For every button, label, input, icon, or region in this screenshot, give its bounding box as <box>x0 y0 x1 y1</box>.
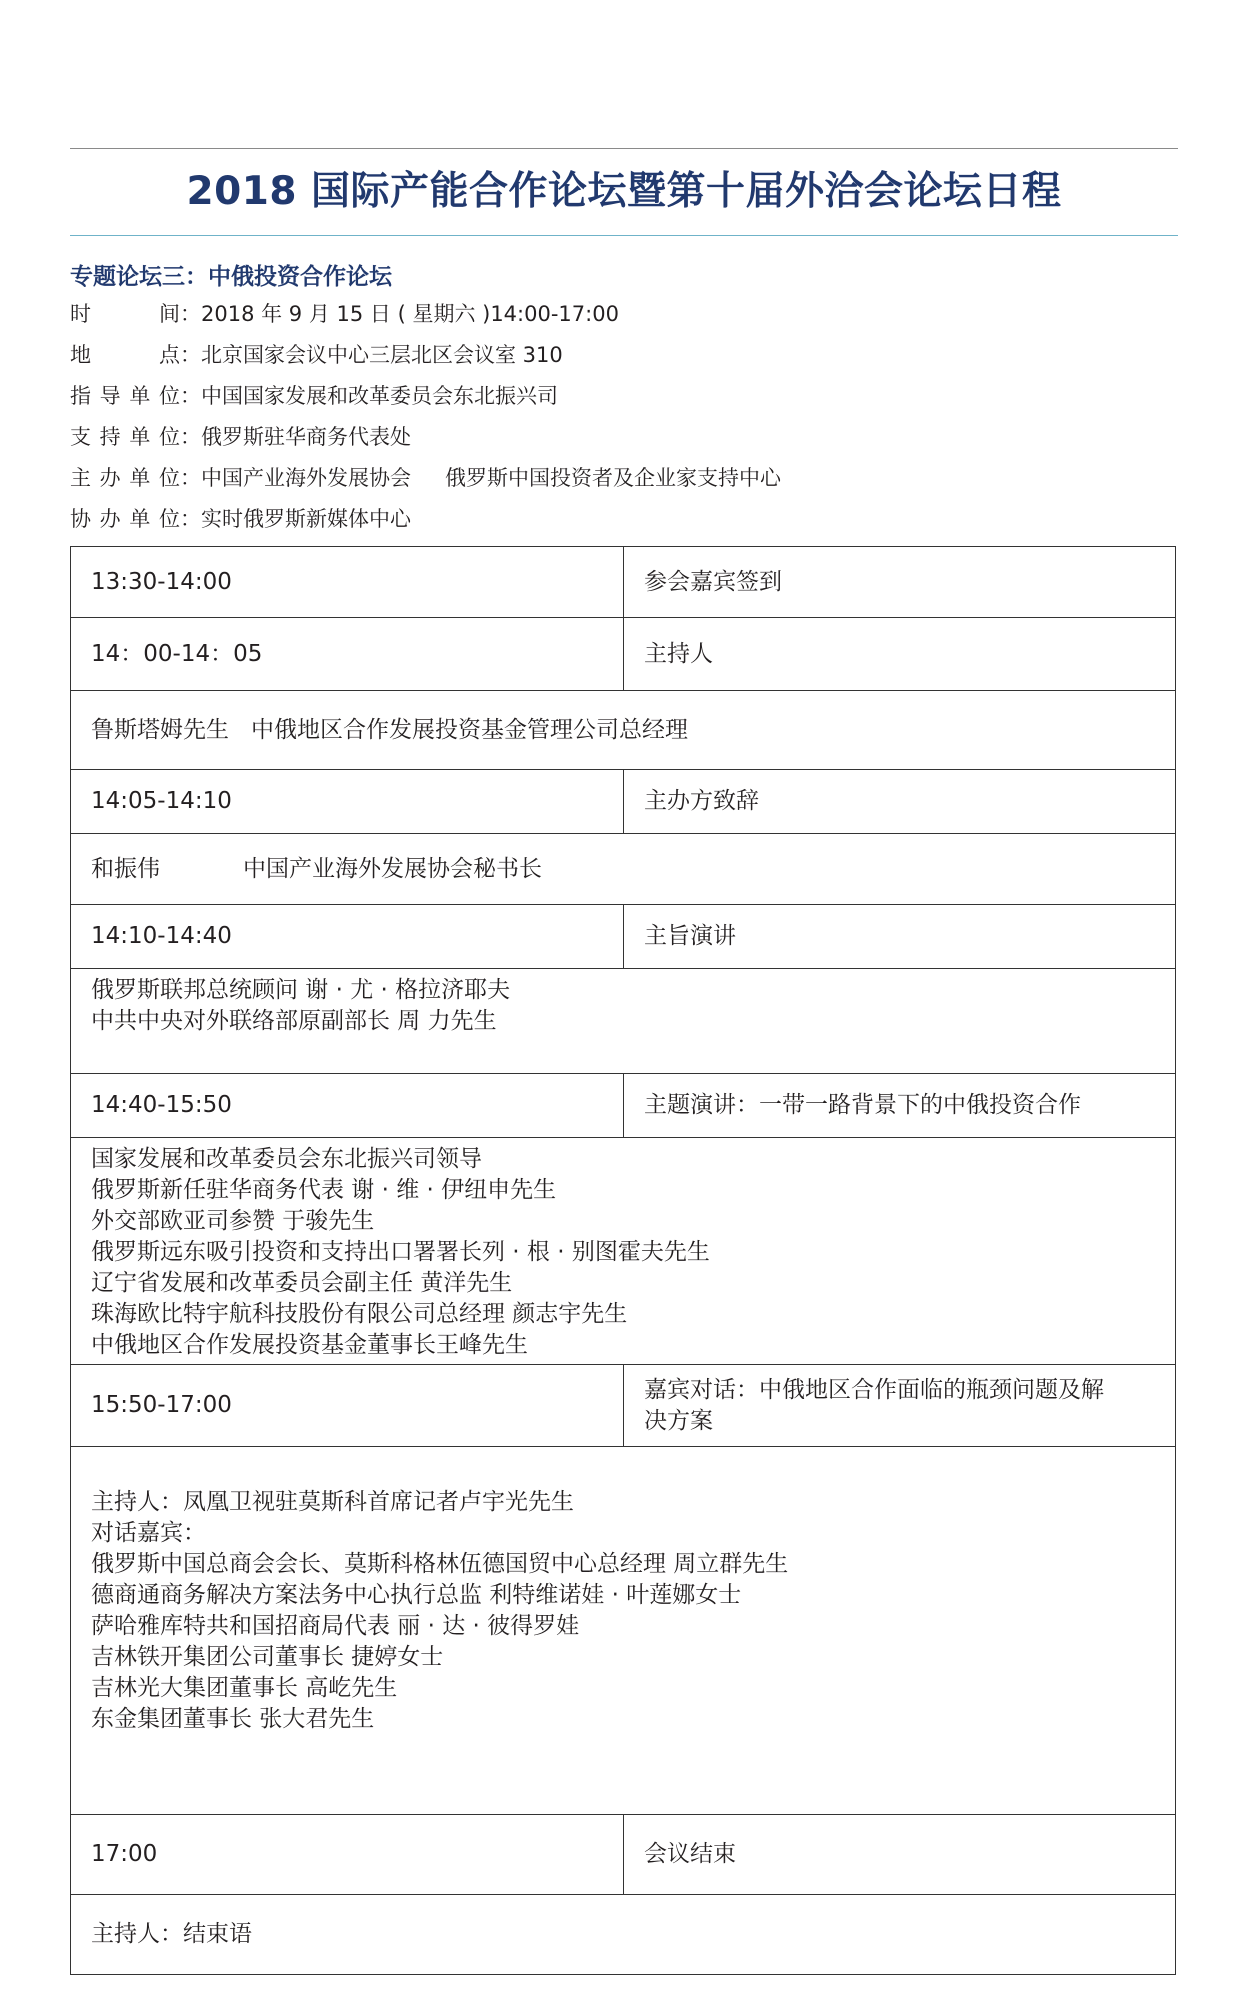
time-cell: 14:05-14:10 <box>71 770 624 834</box>
meta-host <box>70 458 1178 499</box>
panel-line: 萨哈雅库特共和国招商局代表 丽 · 达 · 彼得罗娃 <box>91 1613 580 1639</box>
meta-colon: ： <box>180 343 201 367</box>
time-cell: 17:00 <box>71 1815 624 1895</box>
item-cell: 主办方致辞 <box>624 770 1176 834</box>
speakers-cell <box>71 969 1176 1074</box>
meta-value: 实时俄罗斯新媒体中心 <box>201 507 411 531</box>
speaker-name: 鲁斯塔姆先生 <box>91 716 229 743</box>
meta-key: 协办单位 <box>70 507 180 531</box>
panel-line: 德商通商务解决方案法务中心执行总监 利特维诺娃 · 叶莲娜女士 <box>91 1582 742 1608</box>
time-cell: 15:50-17:00 <box>71 1365 624 1447</box>
speaker-line: 俄罗斯新任驻华商务代表 谢 · 维 · 伊纽申先生 <box>91 1177 557 1203</box>
meta-value: 中国产业海外发展协会 <box>201 466 411 490</box>
panel-cell <box>71 1447 1176 1815</box>
table-row <box>71 905 1176 969</box>
meta-key: 时 间 <box>70 302 180 326</box>
section-title: 专题论坛三：中俄投资合作论坛 <box>70 264 392 290</box>
forum-info <box>70 260 1178 540</box>
panel-line: 俄罗斯中国总商会会长、莫斯科格林伍德国贸中心总经理 周立群先生 <box>91 1551 789 1577</box>
panel-line: 主持人：凤凰卫视驻莫斯科首席记者卢宇光先生 <box>91 1489 574 1515</box>
speaker-line: 中共中央对外联络部原副部长 周 力先生 <box>91 1008 497 1034</box>
time-cell: 13:30-14:00 <box>71 547 624 618</box>
speaker-line: 珠海欧比特宇航科技股份有限公司总经理 颜志宇先生 <box>91 1301 628 1327</box>
meta-value: 俄罗斯驻华商务代表处 <box>201 425 411 449</box>
speakers-cell <box>71 1138 1176 1365</box>
item-line: 决方案 <box>644 1407 713 1434</box>
item-cell: 主旨演讲 <box>624 905 1176 969</box>
meta-time <box>70 294 1178 335</box>
detail-cell <box>71 834 1176 905</box>
table-row <box>71 969 1176 1074</box>
table-row <box>71 834 1176 905</box>
meta-value-2: 俄罗斯中国投资者及企业家支持中心 <box>445 466 781 490</box>
schedule-table <box>70 546 1176 1975</box>
panel-line: 东金集团董事长 张大君先生 <box>91 1706 375 1732</box>
speaker-line: 中俄地区合作发展投资基金董事长王峰先生 <box>91 1332 528 1358</box>
item-cell: 主持人 <box>624 618 1176 691</box>
table-row <box>71 1365 1176 1447</box>
title-rule <box>70 235 1178 236</box>
speaker-line: 外交部欧亚司参赞 于骏先生 <box>91 1208 375 1234</box>
panel-line: 吉林光大集团董事长 高屹先生 <box>91 1675 398 1701</box>
speaker-name: 和振伟 <box>91 855 160 882</box>
meta-value: 北京国家会议中心三层北区会议室 310 <box>201 343 563 367</box>
table-row <box>71 691 1176 770</box>
speaker-line: 国家发展和改革委员会东北振兴司领导 <box>91 1146 482 1172</box>
meta-colon: ： <box>180 466 201 490</box>
meta-colon: ： <box>180 507 201 531</box>
meta-key: 地 点 <box>70 343 180 367</box>
detail-cell <box>71 691 1176 770</box>
table-row <box>71 1447 1176 1815</box>
item-cell: 参会嘉宾签到 <box>624 547 1176 618</box>
meta-value: 中国国家发展和改革委员会东北振兴司 <box>201 384 558 408</box>
meta-colon: ： <box>180 384 201 408</box>
meta-key: 支持单位 <box>70 425 180 449</box>
table-row <box>71 1895 1176 1975</box>
panel-line: 吉林铁开集团公司董事长 捷婷女士 <box>91 1644 444 1670</box>
table-row <box>71 1074 1176 1138</box>
meta-key: 指导单位 <box>70 384 180 408</box>
table-row <box>71 1815 1176 1895</box>
meta-colon: ： <box>180 302 201 326</box>
item-cell <box>624 1365 1176 1447</box>
speaker-line: 俄罗斯联邦总统顾问 谢 · 尤 · 格拉济耶夫 <box>91 977 511 1003</box>
meta-key: 主办单位 <box>70 466 180 490</box>
panel-line: 对话嘉宾： <box>91 1520 206 1546</box>
meta-venue <box>70 335 1178 376</box>
item-line: 嘉宾对话：中俄地区合作面临的瓶颈问题及解 <box>644 1376 1104 1403</box>
table-row <box>71 770 1176 834</box>
table-row <box>71 547 1176 618</box>
meta-value: 2018 年 9 月 15 日 ( 星期六 )14:00-17:00 <box>201 302 619 326</box>
meta-support <box>70 417 1178 458</box>
item-cell: 主题演讲：一带一路背景下的中俄投资合作 <box>624 1074 1176 1138</box>
detail-cell: 主持人：结束语 <box>71 1895 1176 1975</box>
meta-guidance <box>70 376 1178 417</box>
meta-co-host <box>70 499 1178 540</box>
table-row <box>71 1138 1176 1365</box>
time-cell: 14：00-14：05 <box>71 618 624 691</box>
speaker-line: 辽宁省发展和改革委员会副主任 黄洋先生 <box>91 1270 513 1296</box>
item-cell: 会议结束 <box>624 1815 1176 1895</box>
time-cell: 14:40-15:50 <box>71 1074 624 1138</box>
schedule-page <box>70 148 1178 1947</box>
speaker-line: 俄罗斯远东吸引投资和支持出口署署长列 · 根 · 别图霍夫先生 <box>91 1239 710 1265</box>
time-cell: 14:10-14:40 <box>71 905 624 969</box>
table-row <box>71 618 1176 691</box>
meta-colon: ： <box>180 425 201 449</box>
page-title: 2018 国际产能合作论坛暨第十届外洽会论坛日程 <box>186 169 1062 214</box>
speaker-title: 中俄地区合作发展投资基金管理公司总经理 <box>251 716 688 743</box>
speaker-title: 中国产业海外发展协会秘书长 <box>243 855 542 882</box>
